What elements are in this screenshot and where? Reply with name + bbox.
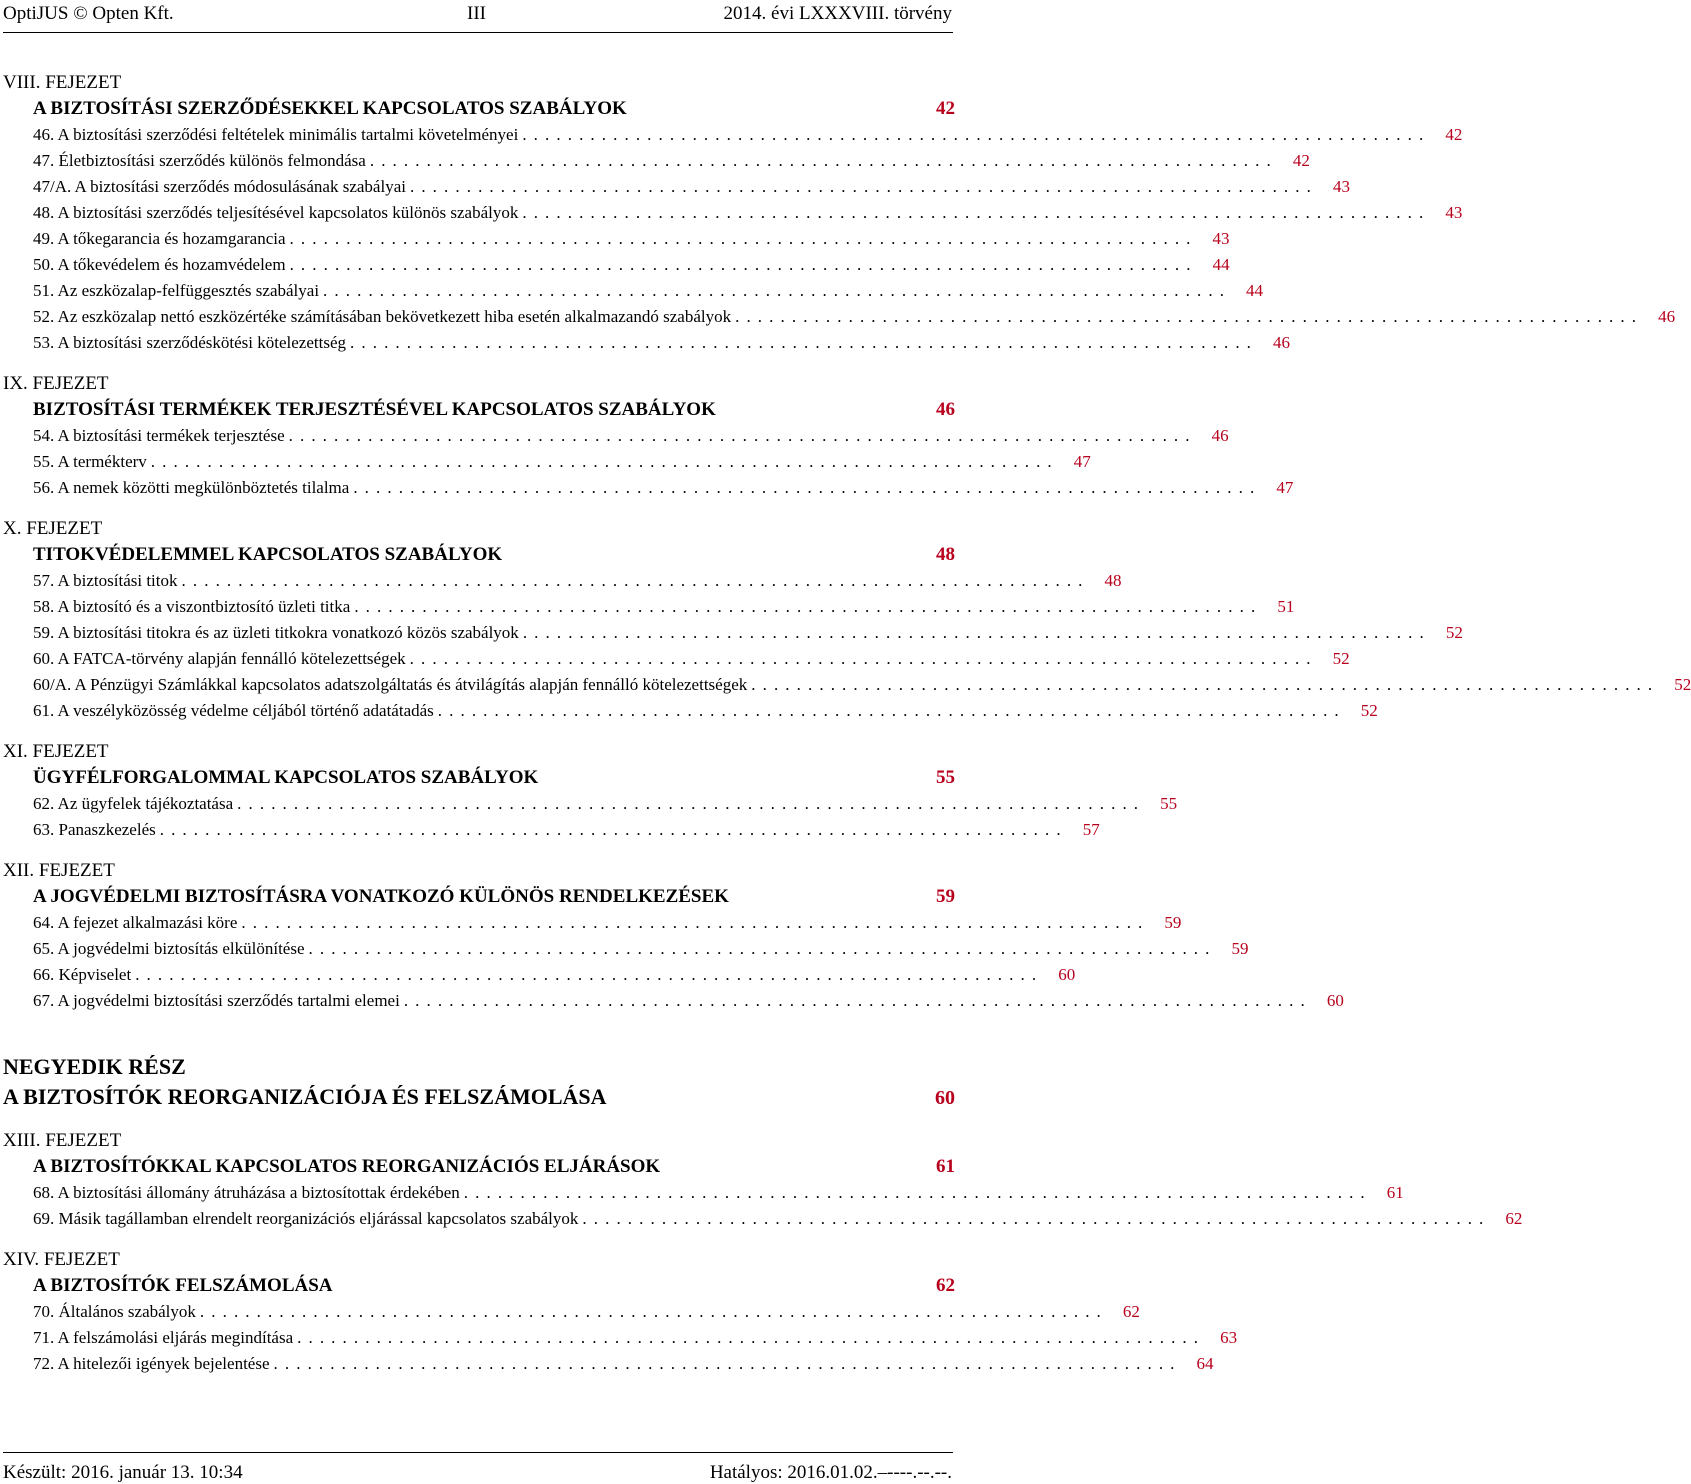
dot-leader: ................................................................................ [288,426,1197,445]
chapter-ch9 [3,371,1294,501]
chapter-heading-page-link[interactable]: 46 [936,399,955,420]
toc-entry[interactable] [3,278,1264,304]
chapter-label-title: XIII. FEJEZET [3,1130,122,1151]
dot-leader: ................................................................................ [350,333,1259,352]
toc-entry[interactable] [3,174,1350,200]
toc-entry-page-link[interactable]: 61 [1386,1183,1404,1202]
chapter-heading-page-link[interactable]: 62 [936,1275,955,1296]
toc-entry-page-link[interactable]: 43 [1212,229,1230,248]
chapter-heading-title: A JOGVÉDELMI BIZTOSÍTÁSRA VONATKOZÓ KÜLÖNÖS RENDELKEZÉSEK [33,886,729,907]
toc-entry-page-link[interactable]: 55 [1160,794,1178,813]
toc-entry-page-link[interactable]: 44 [1212,255,1230,274]
toc-entry[interactable] [3,698,1378,724]
dot-leader: ................................................................................ [751,675,1660,694]
chapter-ch13 [3,1128,1523,1232]
toc-entry-title: 48. A biztosítási szerződés teljesítésével kapcsolatos különös szabályok [33,203,519,222]
chapter-label [3,516,955,542]
toc-entry-title: 55. A termékterv [33,452,147,471]
dot-leader: ................................................................................ [409,649,1318,668]
toc-entry-page-link[interactable]: 57 [1082,820,1100,839]
chapter-label-title: IX. FEJEZET [3,373,109,394]
chapter-heading-page-link[interactable]: 59 [936,886,955,907]
chapter-label [3,739,955,765]
chapter-ch11 [3,739,1178,843]
dot-leader: ................................................................................ [463,1183,1372,1202]
toc-entry-title: 52. Az eszközalap nettó eszközértéke számításában bekövetkezett hiba esetén alkalmazandó szabályok [33,307,732,326]
header-publisher: OptiJUS © Opten Kft. [3,3,174,24]
page-footer [0,1452,960,1484]
dot-leader: ................................................................................ [522,623,1431,642]
toc-entry-title: 53. A biztosítási szerződéskötési kötelezettség [33,333,347,352]
chapter-heading[interactable] [3,96,955,122]
chapter-label-title: XI. FEJEZET [3,741,109,762]
chapter-label-title: XIV. FEJEZET [3,1249,120,1270]
chapter-heading[interactable] [3,1273,955,1299]
chapter-heading[interactable] [3,397,955,423]
chapter-ch12 [3,858,1344,1014]
chapter-heading-title: ÜGYFÉLFORGALOMMAL KAPCSOLATOS SZABÁLYOK [33,767,539,788]
toc-entry-page-link[interactable]: 42 [1292,151,1310,170]
toc-entry-title: 58. A biztosító és a viszontbiztosító üzleti titka [33,597,351,616]
toc-entry[interactable] [3,646,1350,672]
toc-entry-title: 47. Életbiztosítási szerződés különös felmondása [33,151,366,170]
part-four [3,1052,955,1112]
dot-leader: ................................................................................ [354,597,1263,616]
toc-entry-title: 57. A biztosítási titok [33,571,178,590]
toc-entry-page-link[interactable]: 47 [1276,478,1294,497]
dot-leader: ................................................................................ [241,913,1150,932]
dot-leader: ................................................................................ [437,701,1346,720]
chapter-ch8 [3,70,1676,356]
toc-entry-page-link[interactable]: 47 [1073,452,1091,471]
toc-entry-title: 68. A biztosítási állomány átruházása a biztosítottak érdekében [33,1183,460,1202]
chapter-heading-title: A BIZTOSÍTÓKKAL KAPCSOLATOS REORGANIZÁCIÓS ELJÁRÁSOK [33,1156,661,1177]
toc-entry-title: 59. A biztosítási titokra és az üzleti titkokra vonatkozó közös szabályok [33,623,519,642]
dot-leader: ................................................................................ [159,820,1068,839]
chapter-heading-page-link[interactable]: 61 [936,1156,955,1177]
part-heading-page-link[interactable]: 60 [935,1087,955,1109]
toc-entry-page-link[interactable]: 48 [1104,571,1122,590]
toc-entry-page-link[interactable]: 59 [1231,939,1249,958]
chapter-heading[interactable] [3,1154,955,1180]
toc-entry[interactable] [3,330,1291,356]
toc-entry-title: 49. A tőkegarancia és hozamgarancia [33,229,286,248]
dot-leader: ................................................................................ [735,307,1644,326]
chapter-heading-page-link[interactable]: 55 [936,767,955,788]
toc-entry-page-link[interactable]: 46 [1273,333,1291,352]
toc-entry-page-link[interactable]: 52 [1332,649,1350,668]
dot-leader: ................................................................................ [150,452,1059,471]
toc-entry[interactable] [3,423,1229,449]
toc-entry[interactable] [3,936,1249,962]
chapter-ch14 [3,1247,1238,1377]
toc-entry-page-link[interactable]: 64 [1196,1354,1214,1373]
dot-leader: ................................................................................ [181,571,1090,590]
chapter-heading[interactable] [3,765,955,791]
toc-entry-page-link[interactable]: 46 [1658,307,1676,326]
toc-entry-title: 50. A tőkevédelem és hozamvédelem [33,255,286,274]
part-heading-title: A BIZTOSÍTÓK REORGANIZÁCIÓJA ÉS FELSZÁMOLÁSA [3,1084,607,1109]
dot-leader: ................................................................................ [409,177,1318,196]
toc-entry-title: 46. A biztosítási szerződési feltételek minimális tartalmi követelményei [33,125,519,144]
chapter-label [3,1247,955,1273]
chapter-heading-page-link[interactable]: 48 [936,544,955,565]
toc-entry-title: 65. A jogvédelmi biztosítás elkülönítése [33,939,305,958]
dot-leader: ................................................................................ [323,281,1232,300]
chapter-heading-title: BIZTOSÍTÁSI TERMÉKEK TERJESZTÉSÉVEL KAPCSOLATOS SZABÁLYOK [33,399,716,420]
toc-entry[interactable] [3,226,1230,252]
chapter-heading-page-link[interactable]: 42 [936,98,955,119]
toc-entry[interactable] [3,200,1463,226]
footer-created-date: Készült: 2016. január 13. 10:34 [3,1462,243,1483]
toc-entry-page-link[interactable]: 51 [1277,597,1295,616]
toc-entry[interactable] [3,1325,1238,1351]
toc-entry-title: 64. A fejezet alkalmazási köre [33,913,238,932]
toc-entry-page-link[interactable]: 52 [1674,675,1691,694]
toc-entry[interactable] [3,962,1076,988]
toc-entry-page-link[interactable]: 43 [1445,203,1463,222]
toc-entry-page-link[interactable]: 42 [1445,125,1463,144]
chapter-ch10 [3,516,1691,724]
chapter-label-title: XII. FEJEZET [3,860,115,881]
chapter-label-title: X. FEJEZET [3,518,103,539]
toc-entry-title: 56. A nemek közötti megkülönböztetés tilalma [33,478,350,497]
toc-entry-page-link[interactable]: 52 [1360,701,1378,720]
part-heading[interactable] [3,1082,955,1112]
header-rule [3,32,953,33]
chapter-heading[interactable] [3,884,955,910]
table-of-contents [3,70,1691,1392]
chapter-label [3,371,955,397]
toc-entry[interactable] [3,252,1230,278]
toc-entry-title: 60/A. A Pénzügyi Számlákkal kapcsolatos adatszolgáltatás és átvilágítás alapján fennálló kötelezettségek [33,675,748,694]
toc-entry[interactable] [3,1351,1214,1377]
toc-entry-page-link[interactable]: 46 [1211,426,1229,445]
toc-entry[interactable] [3,1299,1140,1325]
toc-entry[interactable] [3,791,1178,817]
dot-leader: ................................................................................ [199,1302,1108,1321]
toc-entry[interactable] [3,475,1294,501]
header-section-number: III [467,3,486,24]
dot-leader: ................................................................................ [237,794,1146,813]
toc-entry[interactable] [3,594,1295,620]
footer-rule [3,1452,953,1453]
toc-entry-page-link[interactable]: 43 [1332,177,1350,196]
toc-entry[interactable] [3,910,1182,936]
toc-entry-title: 63. Panaszkezelés [33,820,156,839]
dot-leader: ................................................................................ [135,965,1044,984]
toc-entry-title: 69. Másik tagállamban elrendelt reorganizációs eljárással kapcsolatos szabályok [33,1209,579,1228]
toc-entry-page-link[interactable]: 63 [1220,1328,1238,1347]
dot-leader: ................................................................................ [369,151,1278,170]
dot-leader: ................................................................................ [522,125,1431,144]
toc-entry-title: 51. Az eszközalap-felfüggesztés szabályai [33,281,320,300]
chapter-label-title: VIII. FEJEZET [3,72,122,93]
toc-entry[interactable] [3,672,1691,698]
toc-entry[interactable] [3,148,1310,174]
chapter-heading-title: A BIZTOSÍTÁSI SZERZŐDÉSEKKEL KAPCSOLATOS SZABÁLYOK [33,98,627,119]
toc-entry[interactable] [3,1206,1523,1232]
toc-entry[interactable] [3,568,1122,594]
toc-entry-title: 66. Képviselet [33,965,132,984]
toc-entry-title: 70. Általános szabályok [33,1302,196,1321]
toc-entry-page-link[interactable]: 60 [1326,991,1344,1010]
toc-entry-title: 60. A FATCA-törvény alapján fennálló kötelezettségek [33,649,406,668]
toc-entry[interactable] [3,620,1463,646]
toc-entry[interactable] [3,1180,1404,1206]
dot-leader: ................................................................................ [522,203,1431,222]
chapter-label [3,858,955,884]
dot-leader: ................................................................................ [289,255,1198,274]
chapter-heading[interactable] [3,542,955,568]
toc-entry-title: 61. A veszélyközösség védelme céljából történő adatátadás [33,701,434,720]
part-label-title: NEGYEDIK RÉSZ [3,1054,186,1079]
dot-leader: ................................................................................ [289,229,1198,248]
dot-leader: ................................................................................ [297,1328,1206,1347]
footer-effective-date: Hatályos: 2016.01.02.–----.--.--. [709,1462,952,1483]
toc-entry-page-link[interactable]: 52 [1445,623,1463,642]
dot-leader: ................................................................................ [308,939,1217,958]
toc-entry-title: 71. A felszámolási eljárás megindítása [33,1328,294,1347]
chapter-heading-title: A BIZTOSÍTÓK FELSZÁMOLÁSA [33,1275,333,1296]
chapter-label [3,1128,955,1154]
header-law-title: 2014. évi LXXXVIII. törvény [723,3,952,24]
toc-entry[interactable] [3,988,1344,1014]
toc-entry-page-link[interactable]: 62 [1505,1209,1523,1228]
toc-entry-page-link[interactable]: 60 [1058,965,1076,984]
chapter-label [3,70,955,96]
part-label [3,1052,955,1082]
chapter-heading-title: TITOKVÉDELEMMEL KAPCSOLATOS SZABÁLYOK [33,544,503,565]
toc-entry-page-link[interactable]: 44 [1246,281,1264,300]
toc-entry-title: 54. A biztosítási termékek terjesztése [33,426,285,445]
toc-entry-page-link[interactable]: 62 [1122,1302,1140,1321]
toc-entry[interactable] [3,449,1091,475]
toc-entry-title: 62. Az ügyfelek tájékoztatása [33,794,234,813]
dot-leader: ................................................................................ [403,991,1312,1010]
toc-entry-title: 67. A jogvédelmi biztosítási szerződés tartalmi elemei [33,991,400,1010]
dot-leader: ................................................................................ [273,1354,1182,1373]
toc-entry-title: 47/A. A biztosítási szerződés módosulásának szabályai [33,177,406,196]
toc-entry[interactable] [3,817,1100,843]
toc-entry[interactable] [3,304,1676,330]
toc-entry-title: 72. A hitelezői igények bejelentése [33,1354,270,1373]
toc-entry[interactable] [3,122,1463,148]
dot-leader: ................................................................................ [582,1209,1491,1228]
dot-leader: ................................................................................ [353,478,1262,497]
page-header [0,0,960,34]
toc-entry-page-link[interactable]: 59 [1164,913,1182,932]
